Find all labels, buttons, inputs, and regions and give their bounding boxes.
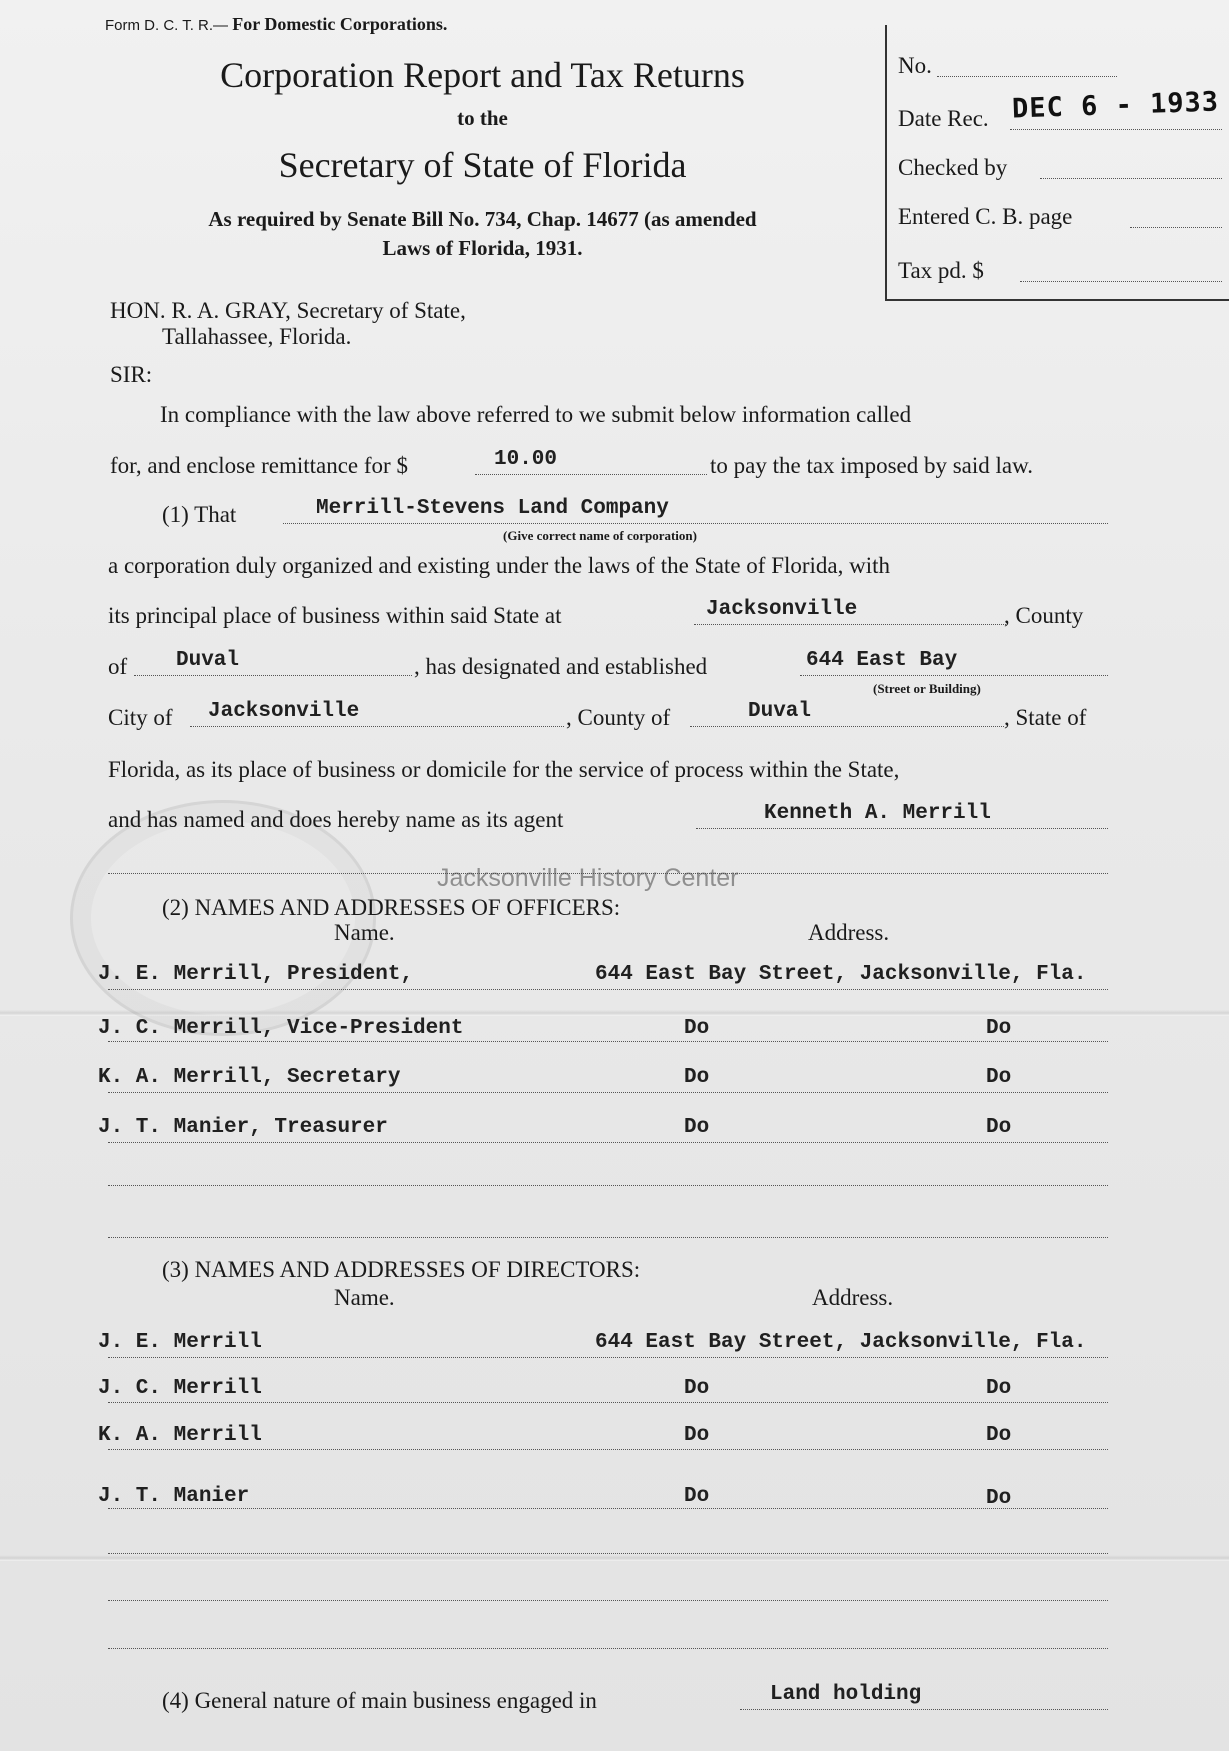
watermark: Jacksonville History Center [437, 864, 739, 892]
principal-county-line [134, 675, 412, 676]
principal-county: Duval [176, 649, 240, 672]
director-ditto: Do [684, 1485, 710, 1508]
state-of-label: , State of [1004, 705, 1087, 730]
officer-line [108, 1185, 1108, 1186]
title-line-3: Secretary of State of Florida [278, 145, 687, 185]
form-type: For Domestic Corporations. [232, 14, 448, 34]
title-line-2: to the [457, 106, 508, 130]
domicile-county: Duval [748, 700, 812, 723]
remittance-amount: 10.00 [494, 448, 558, 471]
officers-heading: (2) NAMES AND ADDRESSES OF OFFICERS: [162, 895, 621, 920]
officer-line [108, 989, 1108, 990]
officer-name: K. A. Merrill, Secretary [98, 1066, 401, 1089]
director-address: 644 East Bay Street, Jacksonville, Fla. [595, 1331, 1087, 1354]
no-label: No. [898, 53, 932, 78]
officer-ditto: Do [986, 1116, 1012, 1139]
officer-name: J. E. Merrill, President, [98, 963, 414, 986]
date-received-stamp: DEC 6 - 1933 [1011, 86, 1220, 125]
corporation-name-line [283, 523, 1108, 524]
addressee-line-2: Tallahassee, Florida. [162, 324, 352, 349]
director-line [108, 1402, 1108, 1403]
officer-line [108, 1041, 1108, 1042]
tax-field-line [1020, 281, 1222, 282]
director-line [108, 1508, 1108, 1509]
principal-city: Jacksonville [706, 598, 858, 621]
agent-line [696, 828, 1108, 829]
principal-city-line [694, 624, 1006, 625]
salutation: SIR: [110, 362, 153, 387]
officer-ditto: Do [986, 1066, 1012, 1089]
director-line [108, 1357, 1108, 1358]
officer-ditto: Do [986, 1017, 1012, 1040]
section-1-line-6: Florida, as its place of business or domicile for the service of process within the State, [108, 757, 900, 782]
section-1-line-7: and has named and does hereby name as its agent [108, 807, 564, 832]
director-name: J. T. Manier [98, 1485, 250, 1508]
director-name: J. E. Merrill [98, 1331, 262, 1354]
entered-field-line [1130, 227, 1222, 228]
county-of-label: , County of [566, 705, 671, 730]
section-1-label: (1) That [162, 502, 237, 527]
intro-line-1: In compliance with the law above referred to we submit below information called [160, 402, 912, 427]
director-ditto: Do [986, 1377, 1012, 1400]
of-label: of [108, 654, 128, 679]
officer-line [108, 1142, 1108, 1143]
remittance-line [475, 474, 707, 475]
street-line [800, 675, 1108, 676]
corporation-name: Merrill-Stevens Land Company [316, 497, 669, 520]
director-ditto: Do [684, 1424, 710, 1447]
domicile-city-line [190, 726, 564, 727]
officer-ditto: Do [684, 1116, 710, 1139]
paper-crease [0, 1555, 1229, 1561]
form-code: Form D. C. T. R.— [105, 17, 229, 34]
director-name: K. A. Merrill [98, 1424, 262, 1447]
officer-line [108, 1237, 1108, 1238]
checked-by-label: Checked by [898, 155, 1008, 180]
county-label: , County [1004, 603, 1084, 628]
section-4-label: (4) General nature of main business engaged in [162, 1688, 597, 1713]
officer-name: J. C. Merrill, Vice-President [98, 1017, 464, 1040]
director-ditto: Do [986, 1487, 1012, 1510]
section-1-line-2: a corporation duly organized and existing under the laws of the State of Florida, with [108, 553, 891, 578]
director-ditto: Do [684, 1377, 710, 1400]
checked-field-line [1040, 178, 1222, 179]
subtitle-line-2: Laws of Florida, 1931. [382, 236, 583, 260]
addressee-line-1: HON. R. A. GRAY, Secretary of State, [110, 298, 466, 323]
street-hint: (Street or Building) [873, 681, 981, 696]
street-address: 644 East Bay [806, 649, 958, 672]
director-line [108, 1553, 1108, 1554]
directors-heading: (3) NAMES AND ADDRESSES OF DIRECTORS: [162, 1257, 641, 1282]
domicile-city: Jacksonville [208, 700, 360, 723]
no-field-line [937, 76, 1117, 77]
entered-label: Entered C. B. page [898, 204, 1073, 229]
date-field-line [1010, 129, 1222, 130]
directors-address-label: Address. [812, 1285, 894, 1310]
title-line-1: Corporation Report and Tax Returns [220, 55, 745, 95]
officer-ditto: Do [684, 1017, 710, 1040]
directors-name-label: Name. [334, 1285, 395, 1310]
officers-name-label: Name. [334, 920, 395, 945]
business-nature: Land holding [770, 1683, 922, 1706]
corporation-name-hint: (Give correct name of corporation) [503, 528, 697, 543]
officers-address-label: Address. [808, 920, 890, 945]
form-label [105, 14, 447, 35]
business-nature-line [740, 1709, 1108, 1710]
director-line [108, 1600, 1108, 1601]
officer-line [108, 1092, 1108, 1093]
agent-name: Kenneth A. Merrill [764, 802, 991, 825]
intro-line-2b: to pay the tax imposed by said law. [710, 453, 1033, 478]
date-received-label: Date Rec. [898, 106, 989, 131]
officer-ditto: Do [684, 1066, 710, 1089]
officer-address: 644 East Bay Street, Jacksonville, Fla. [595, 963, 1087, 986]
director-name: J. C. Merrill [98, 1377, 262, 1400]
tax-paid-label: Tax pd. $ [898, 258, 984, 283]
designated-label: , has designated and established [414, 654, 708, 679]
subtitle-line-1: As required by Senate Bill No. 734, Chap. 14677 (as amended [208, 207, 757, 231]
domicile-county-line [690, 726, 1004, 727]
director-line [108, 1449, 1108, 1450]
officer-name: J. T. Manier, Treasurer [98, 1116, 388, 1139]
director-ditto: Do [986, 1424, 1012, 1447]
director-line [108, 1648, 1108, 1649]
section-1-line-3: its principal place of business within said State at [108, 603, 562, 628]
intro-line-2a: for, and enclose remittance for $ [110, 453, 408, 478]
city-of-label: City of [108, 705, 173, 730]
